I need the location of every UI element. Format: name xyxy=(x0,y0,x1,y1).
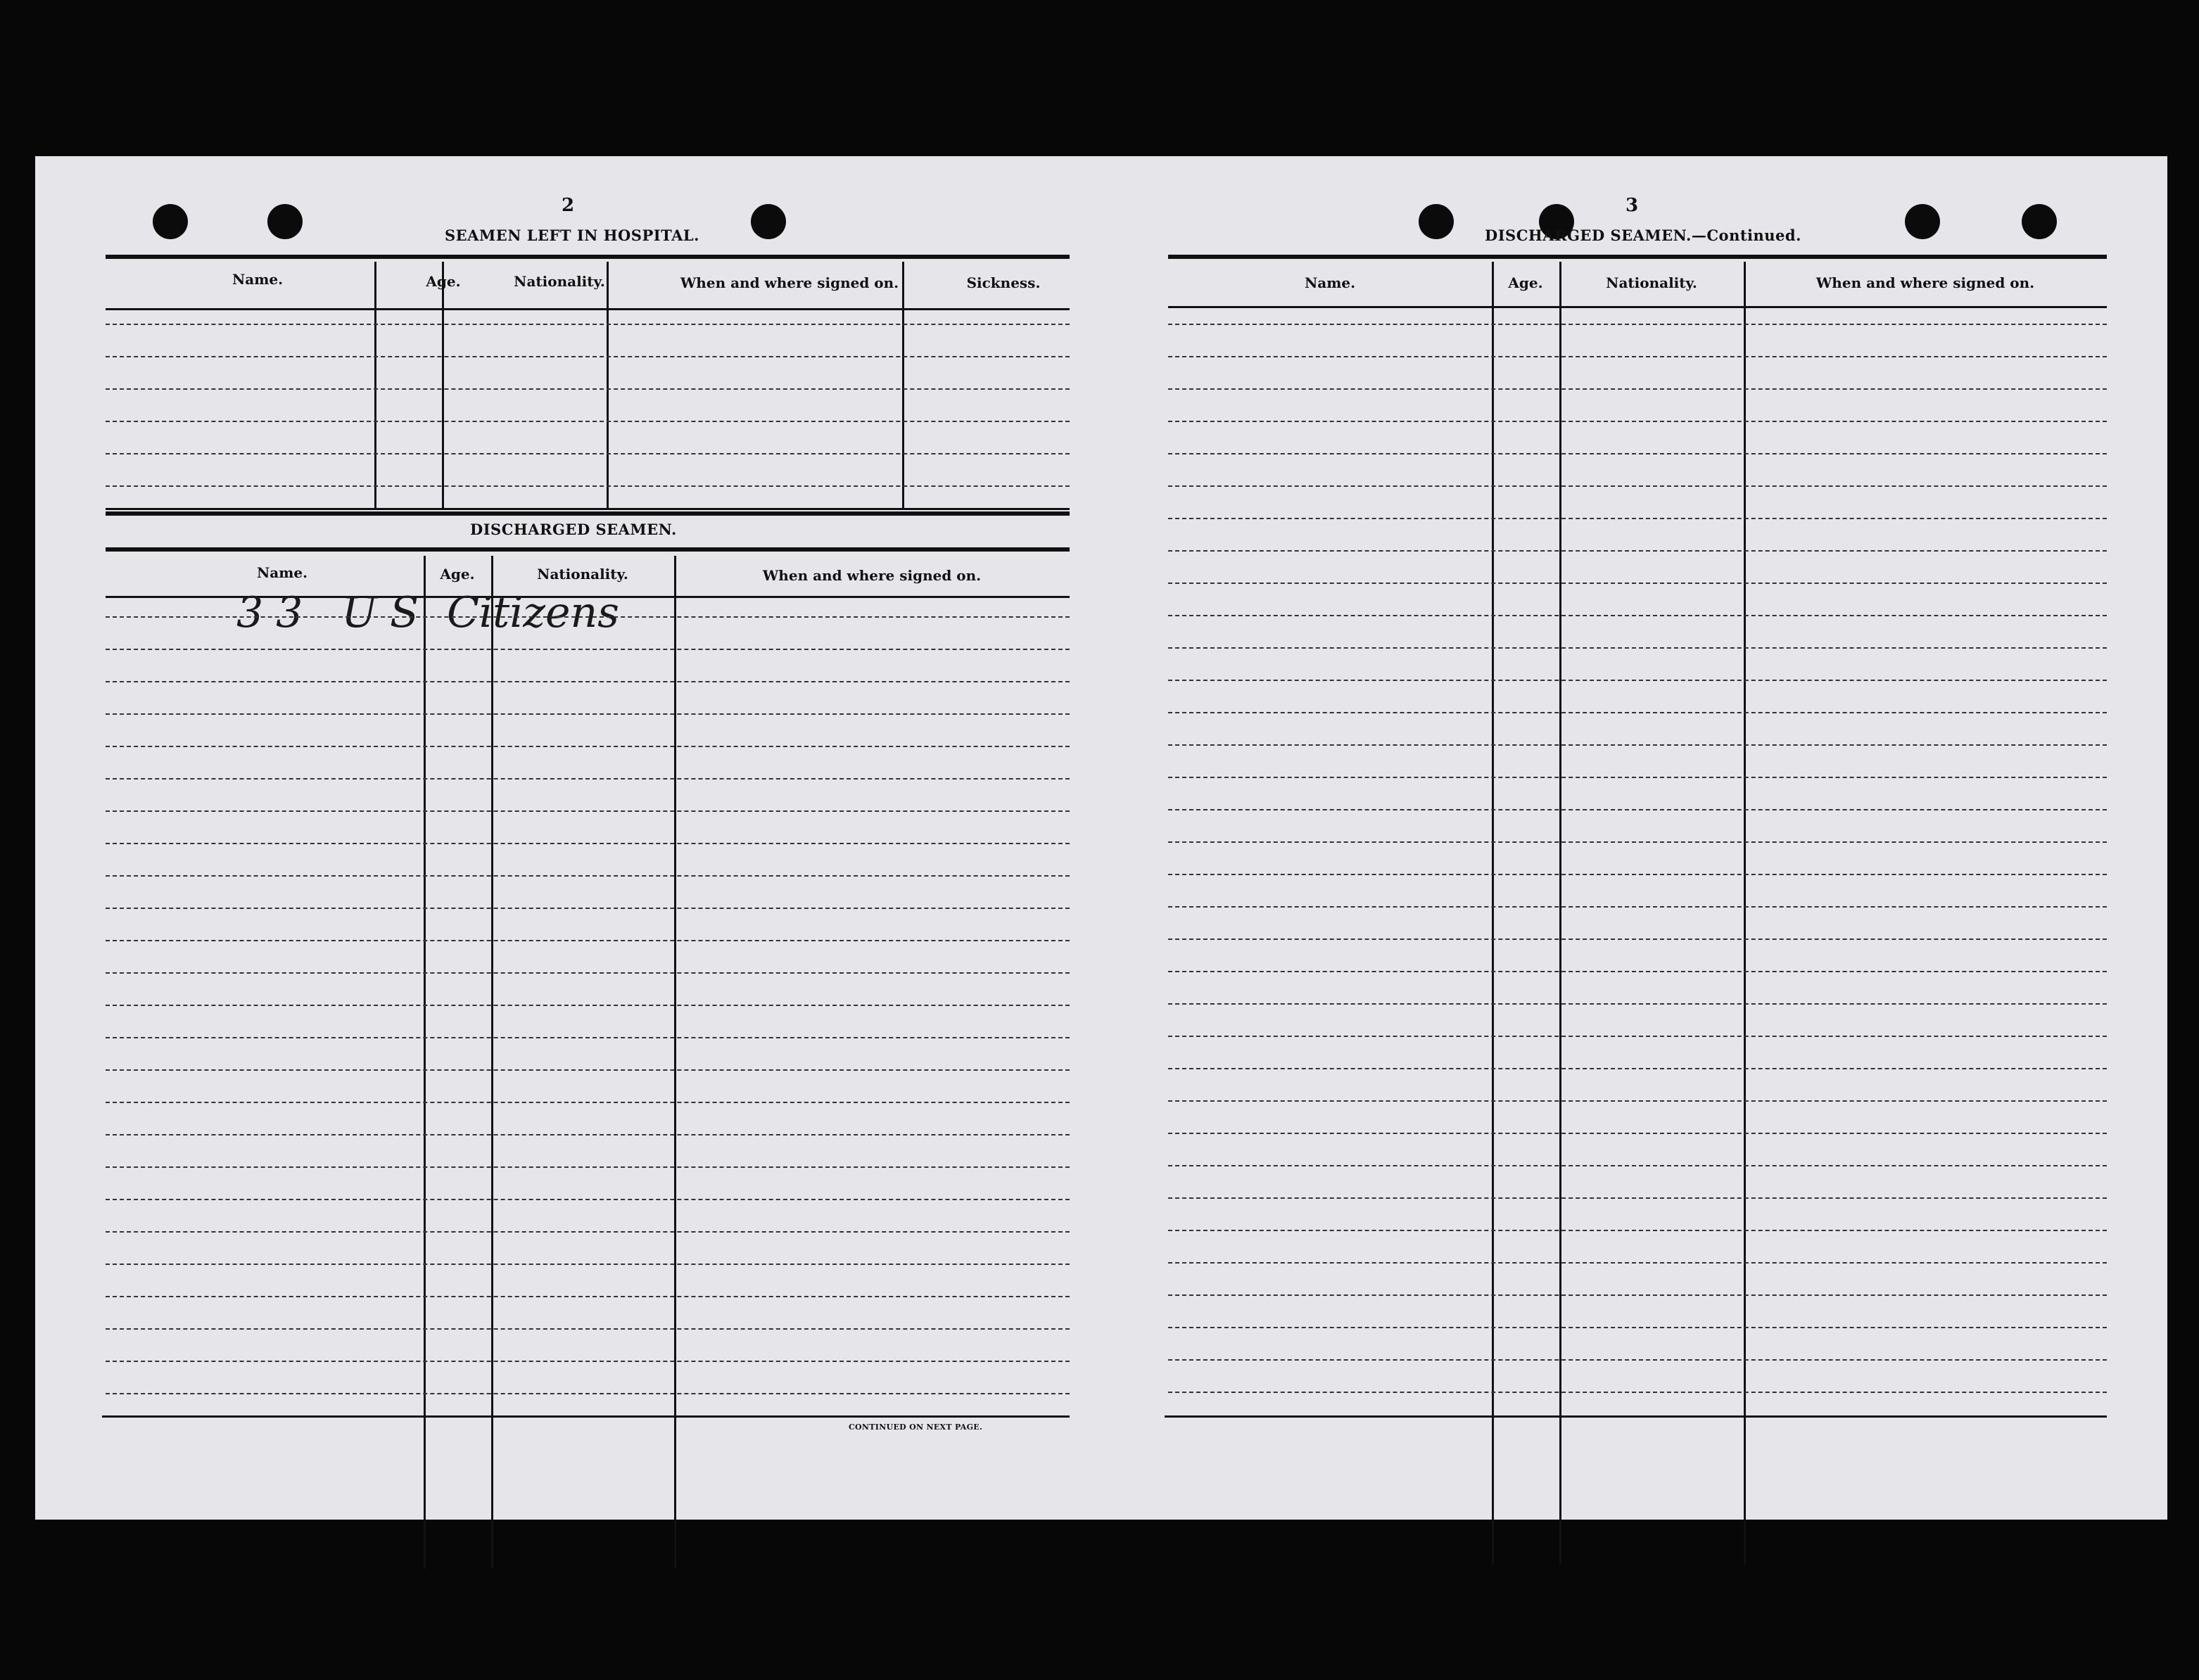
handwritten-nationality: Citizens xyxy=(447,588,619,637)
ruled-row-line xyxy=(1168,1359,2107,1361)
hospital-divider xyxy=(902,262,904,508)
ruled-row-line xyxy=(106,713,1070,715)
ruled-row-line xyxy=(1168,809,2107,810)
ruled-row-line xyxy=(1168,1294,2107,1296)
ruled-row-line xyxy=(1168,421,2107,422)
hospital-header-rule xyxy=(106,308,1070,310)
right-col-name: Name. xyxy=(1304,274,1356,291)
ruled-row-line xyxy=(106,324,1070,325)
punch-hole xyxy=(1905,204,1940,239)
discharged-col-age: Age. xyxy=(440,566,475,583)
ruled-row-line xyxy=(1168,777,2107,778)
ruled-row-line xyxy=(1168,356,2107,357)
hospital-bottom-rule xyxy=(106,508,1070,510)
ruled-row-line xyxy=(106,1393,1070,1394)
page-number-left: 2 xyxy=(562,195,575,216)
ruled-row-line xyxy=(106,681,1070,682)
right-top-rule xyxy=(1168,255,2107,259)
ruled-row-line xyxy=(106,940,1070,941)
ruled-row-line xyxy=(106,1102,1070,1103)
ruled-row-line xyxy=(106,810,1070,812)
manifest-sheet xyxy=(35,156,2167,1520)
ruled-row-line xyxy=(106,908,1070,909)
ruled-row-line xyxy=(106,746,1070,747)
hospital-col-nationality: Nationality. xyxy=(514,273,605,290)
discharged-bottom-rule xyxy=(102,1415,1070,1418)
ruled-row-line xyxy=(106,1037,1070,1038)
handwritten-name: 33 US xyxy=(236,588,432,637)
ruled-row-line xyxy=(1168,1262,2107,1264)
ruled-row-line xyxy=(106,875,1070,877)
punch-hole xyxy=(1419,204,1454,239)
ruled-row-line xyxy=(1168,680,2107,681)
ruled-row-line xyxy=(1168,1165,2107,1166)
ruled-row-line xyxy=(106,1296,1070,1297)
hospital-col-sickness: Sickness. xyxy=(966,274,1041,291)
hospital-divider xyxy=(374,262,376,508)
ruled-row-line xyxy=(1168,485,2107,487)
discharged-col-signed-on: When and where signed on. xyxy=(762,567,982,584)
ruled-row-line xyxy=(1168,1003,2107,1005)
ruled-row-line xyxy=(1168,1100,2107,1102)
ruled-row-line xyxy=(1168,1327,2107,1328)
ruled-row-line xyxy=(1168,550,2107,552)
ruled-row-line xyxy=(106,649,1070,650)
ruled-row-line xyxy=(1168,1068,2107,1069)
right-col-age: Age. xyxy=(1508,274,1543,291)
ruled-row-line xyxy=(106,356,1070,357)
ruled-row-line xyxy=(106,1005,1070,1006)
continued-section-title: DISCHARGED SEAMEN.—Continued. xyxy=(1485,227,1801,244)
right-divider xyxy=(1744,262,1746,1565)
right-col-nationality: Nationality. xyxy=(1606,274,1697,291)
ruled-row-line xyxy=(106,843,1070,844)
ruled-row-line xyxy=(106,421,1070,422)
ruled-row-line xyxy=(106,388,1070,390)
ruled-row-line xyxy=(1168,874,2107,875)
ruled-row-line xyxy=(106,616,1070,618)
hospital-divider xyxy=(607,262,609,508)
punch-hole xyxy=(153,204,188,239)
hospital-top-rule xyxy=(106,255,1070,259)
ruled-row-line xyxy=(1168,647,2107,649)
ruled-row-line xyxy=(1168,938,2107,940)
ruled-row-line xyxy=(1168,971,2107,972)
ruled-row-line xyxy=(1168,388,2107,390)
punch-hole xyxy=(267,204,303,239)
right-divider xyxy=(1559,262,1561,1565)
ruled-row-line xyxy=(1168,1133,2107,1134)
hospital-col-age: Age. xyxy=(426,273,461,290)
ruled-row-line xyxy=(1168,1230,2107,1231)
right-header-rule xyxy=(1168,306,2107,308)
ruled-row-line xyxy=(1168,615,2107,616)
ruled-row-line xyxy=(1168,324,2107,325)
ruled-row-line xyxy=(106,1166,1070,1168)
right-bottom-rule xyxy=(1165,1415,2107,1418)
ruled-row-line xyxy=(106,1264,1070,1265)
ruled-row-line xyxy=(106,1328,1070,1330)
right-divider xyxy=(1492,262,1494,1565)
ruled-row-line xyxy=(1168,744,2107,746)
ruled-row-line xyxy=(106,778,1070,779)
ruled-row-line xyxy=(1168,583,2107,584)
ruled-row-line xyxy=(106,972,1070,974)
punch-hole xyxy=(751,204,786,239)
punch-hole xyxy=(2022,204,2057,239)
ruled-row-line xyxy=(106,1134,1070,1135)
ruled-row-line xyxy=(106,1361,1070,1362)
hospital-section-title: SEAMEN LEFT IN HOSPITAL. xyxy=(445,227,699,244)
discharged-top-rule xyxy=(106,547,1070,552)
discharged-col-nationality: Nationality. xyxy=(537,566,628,583)
hospital-col-name: Name. xyxy=(232,271,284,288)
ruled-row-line xyxy=(106,1199,1070,1200)
ruled-row-line xyxy=(1168,906,2107,908)
hospital-col-signed-on: When and where signed on. xyxy=(680,274,899,291)
ruled-row-line xyxy=(1168,453,2107,454)
page-number-right: 3 xyxy=(1626,195,1639,216)
right-col-signed-on: When and where signed on. xyxy=(1815,274,2035,291)
ruled-row-line xyxy=(106,1069,1070,1071)
ruled-row-line xyxy=(1168,712,2107,713)
discharged-section-title: DISCHARGED SEAMEN. xyxy=(470,521,677,538)
ruled-row-line xyxy=(1168,1392,2107,1393)
ruled-row-line xyxy=(106,453,1070,454)
ruled-row-line xyxy=(1168,841,2107,843)
continued-note: CONTINUED ON NEXT PAGE. xyxy=(849,1423,983,1432)
hospital-divider xyxy=(442,262,444,508)
discharged-col-name: Name. xyxy=(256,564,308,581)
ruled-row-line xyxy=(1168,1036,2107,1037)
ruled-row-line xyxy=(1168,1197,2107,1199)
ruled-row-line xyxy=(1168,518,2107,519)
ruled-row-line xyxy=(106,485,1070,487)
ruled-row-line xyxy=(106,1231,1070,1233)
hospital-end-rule xyxy=(106,511,1070,516)
